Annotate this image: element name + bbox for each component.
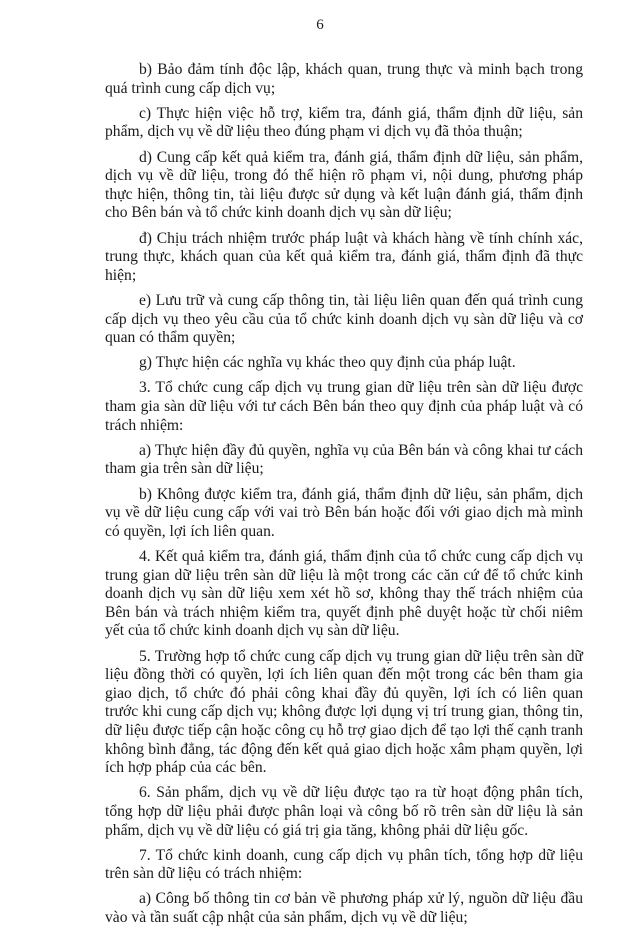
clause-7-point-a: a) Công bố thông tin cơ bản về phương pháp xử lý, nguồn dữ liệu đầu vào và tần suất cập nhật của sản phẩm, dịch vụ về dữ liệu; (105, 890, 583, 927)
clause-7: 7. Tổ chức kinh doanh, cung cấp dịch vụ phân tích, tổng hợp dữ liệu trên sàn dữ liệu có trách nhiệm: (105, 846, 583, 883)
document-body (105, 61, 583, 934)
paragraph-c: c) Thực hiện việc hỗ trợ, kiểm tra, đánh giá, thẩm định dữ liệu, sản phẩm, dịch vụ về dữ liệu theo đúng phạm vi dịch vụ đã thỏa thuận; (105, 104, 583, 141)
clause-3-point-a: a) Thực hiện đầy đủ quyền, nghĩa vụ của Bên bán và công khai tư cách tham gia trên sàn dữ liệu; (105, 441, 583, 478)
paragraph-dd: đ) Chịu trách nhiệm trước pháp luật và khách hàng về tính chính xác, trung thực, khách quan của kết quả kiểm tra, đánh giá, thẩm định đã thực hiện; (105, 229, 583, 284)
paragraph-b: b) Bảo đảm tính độc lập, khách quan, trung thực và minh bạch trong quá trình cung cấp dịch vụ; (105, 61, 583, 97)
clause-4: 4. Kết quả kiểm tra, đánh giá, thẩm định của tổ chức cung cấp dịch vụ trung gian dữ liệu trên sàn dữ liệu là một trong các căn cứ để tổ chức kinh doanh dịch vụ sàn dữ liệu xem xét hồ sơ, không thay thế trách nhiệm của Bên bán và trách nhiệm kiểm tra, quyết định phê duyệt hoặc từ chối niêm yết của tổ chức kinh doanh dịch vụ sàn dữ liệu. (105, 548, 583, 640)
clause-6: 6. Sản phẩm, dịch vụ về dữ liệu được tạo ra từ hoạt động phân tích, tổng hợp dữ liệu phải được phân loại và công bố rõ trên sàn dữ liệu là sản phẩm, dịch vụ về dữ liệu có giá trị gia tăng, không phải dữ liệu gốc. (105, 784, 583, 839)
paragraph-g: g) Thực hiện các nghĩa vụ khác theo quy định của pháp luật. (139, 354, 516, 372)
clause-5: 5. Trường hợp tổ chức cung cấp dịch vụ trung gian dữ liệu trên sàn dữ liệu đồng thời có quyền, lợi ích liên quan đến một trong các bên tham gia giao dịch, tổ chức đó phải công khai đầy đủ quyền, lợi ích có liên quan trước khi cung cấp dịch vụ; không được lợi dụng vị trí trung gian, thông tin, dữ liệu được tiếp cận hoặc công cụ hỗ trợ giao dịch để tạo lợi thế cạnh tranh không bình đẳng, tác động đến kết quả giao dịch hoặc xâm phạm quyền, lợi ích hợp pháp của các bên. (105, 647, 583, 777)
clause-3-point-b: b) Không được kiểm tra, đánh giá, thẩm định dữ liệu, sản phẩm, dịch vụ về dữ liệu cung cấp với vai trò Bên bán hoặc đối với giao dịch mà mình có quyền, lợi ích liên quan. (105, 485, 583, 540)
page-number: 6 (316, 17, 324, 33)
clause-3: 3. Tổ chức cung cấp dịch vụ trung gian dữ liệu trên sàn dữ liệu được tham gia sàn dữ liệu với tư cách Bên bán theo quy định của pháp luật và có trách nhiệm: (105, 379, 583, 434)
paragraph-e: e) Lưu trữ và cung cấp thông tin, tài liệu liên quan đến quá trình cung cấp dịch vụ theo yêu cầu của tổ chức kinh doanh dịch vụ sàn dữ liệu và cơ quan có thẩm quyền; (105, 291, 583, 347)
paragraph-d: d) Cung cấp kết quả kiểm tra, đánh giá, thẩm định dữ liệu, sản phẩm, dịch vụ về dữ liệu, trong đó thể hiện rõ phạm vi, nội dung, phương pháp thực hiện, thông tin, tài liệu được sử dụng và kết luận đánh giá, thẩm định cho Bên bán và tổ chức kinh doanh dịch vụ sàn dữ liệu; (105, 148, 583, 222)
